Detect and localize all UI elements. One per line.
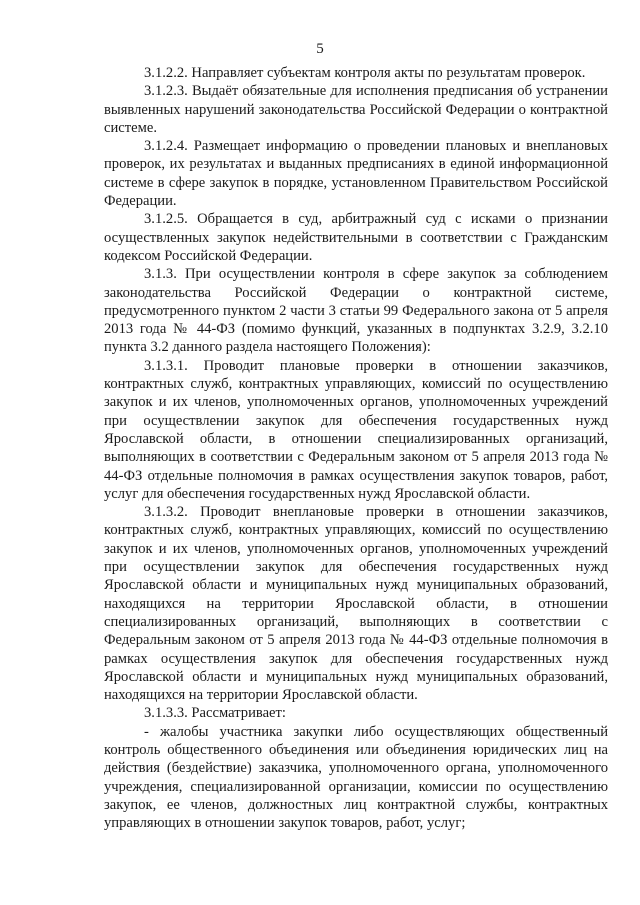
paragraph-3-1-2-4: 3.1.2.4. Размещает информацию о проведении плановых и внеплановых проверок, их результатах и выданных предписаниях в единой информационной системе в сфере закупок в порядке, установленном Правительством Российской Федерации. (104, 138, 608, 210)
paragraph-3-1-3-3: 3.1.3.3. Рассматривает: (144, 705, 286, 722)
paragraph-3-1-3-2: 3.1.3.2. Проводит внеплановые проверки в отношении заказчиков, контрактных служб, контрактных управляющих, комиссий по осуществлению закупок и их членов, уполномоченных органов, уполномоченных учреждений при осуществлении закупок для обеспечения государственных нужд Ярославской области и муниципальных нужд муниципальных образований, находящихся на территории Ярославской области, в отношении специализированных организаций, выполняющих в соответствии с Федеральным законом от 5 апреля 2013 года № 44-ФЗ отдельные полномочия в рамках осуществления закупок для обеспечения государственных нужд Ярославской области и муниципальных нужд муниципальных образований, находящихся на территории Ярославской области. (104, 504, 608, 704)
list-item-complaints: - жалобы участника закупки либо осуществляющих общественный контроль общественного объединения или объединения юридических лиц на действия (бездействие) заказчика, уполномоченного органа, уполномоченного учреждения, специализированной организации, комиссии по осуществлению закупок, ее членов, должностных лиц контрактной службы, контрактных управляющих в отношении закупок товаров, работ, услуг; (104, 723, 608, 832)
document-body (104, 64, 608, 832)
paragraph-3-1-3: 3.1.3. При осуществлении контроля в сфере закупок за соблюдением законодательства Российской Федерации о контрактной системе, предусмотренного пунктом 2 части 3 статьи 99 Федерального закона от 5 апреля 2013 года № 44-ФЗ (помимо функций, указанных в подпунктах 3.2.9, 3.2.10 пункта 3.2 данного раздела настоящего Положения): (104, 266, 608, 356)
page-number: 5 (316, 41, 324, 57)
paragraph-3-1-2-3: 3.1.2.3. Выдаёт обязательные для исполнения предписания об устранении выявленных нарушений законодательства Российской Федерации о контрактной системе. (104, 83, 608, 136)
paragraph-3-1-2-5: 3.1.2.5. Обращается в суд, арбитражный суд с исками о признании осуществленных закупок недействительными в соответствии с Гражданским кодексом Российской Федерации. (104, 211, 608, 264)
paragraph-3-1-2-2: 3.1.2.2. Направляет субъектам контроля акты по результатам проверок. (144, 65, 586, 81)
paragraph-3-1-3-1: 3.1.3.1. Проводит плановые проверки в отношении заказчиков, контрактных служб, контрактных управляющих, комиссий по осуществлению закупок и их членов, уполномоченных органов, уполномоченных учреждений при осуществлении закупок для обеспечения государственных нужд Ярославской области, в отношении специализированных организаций, выполняющих в соответствии с Федеральным законом от 5 апреля 2013 года № 44-ФЗ отдельные полномочия в рамках осуществления закупок товаров, работ, услуг для обеспечения государственных нужд Ярославской области. (104, 357, 608, 502)
